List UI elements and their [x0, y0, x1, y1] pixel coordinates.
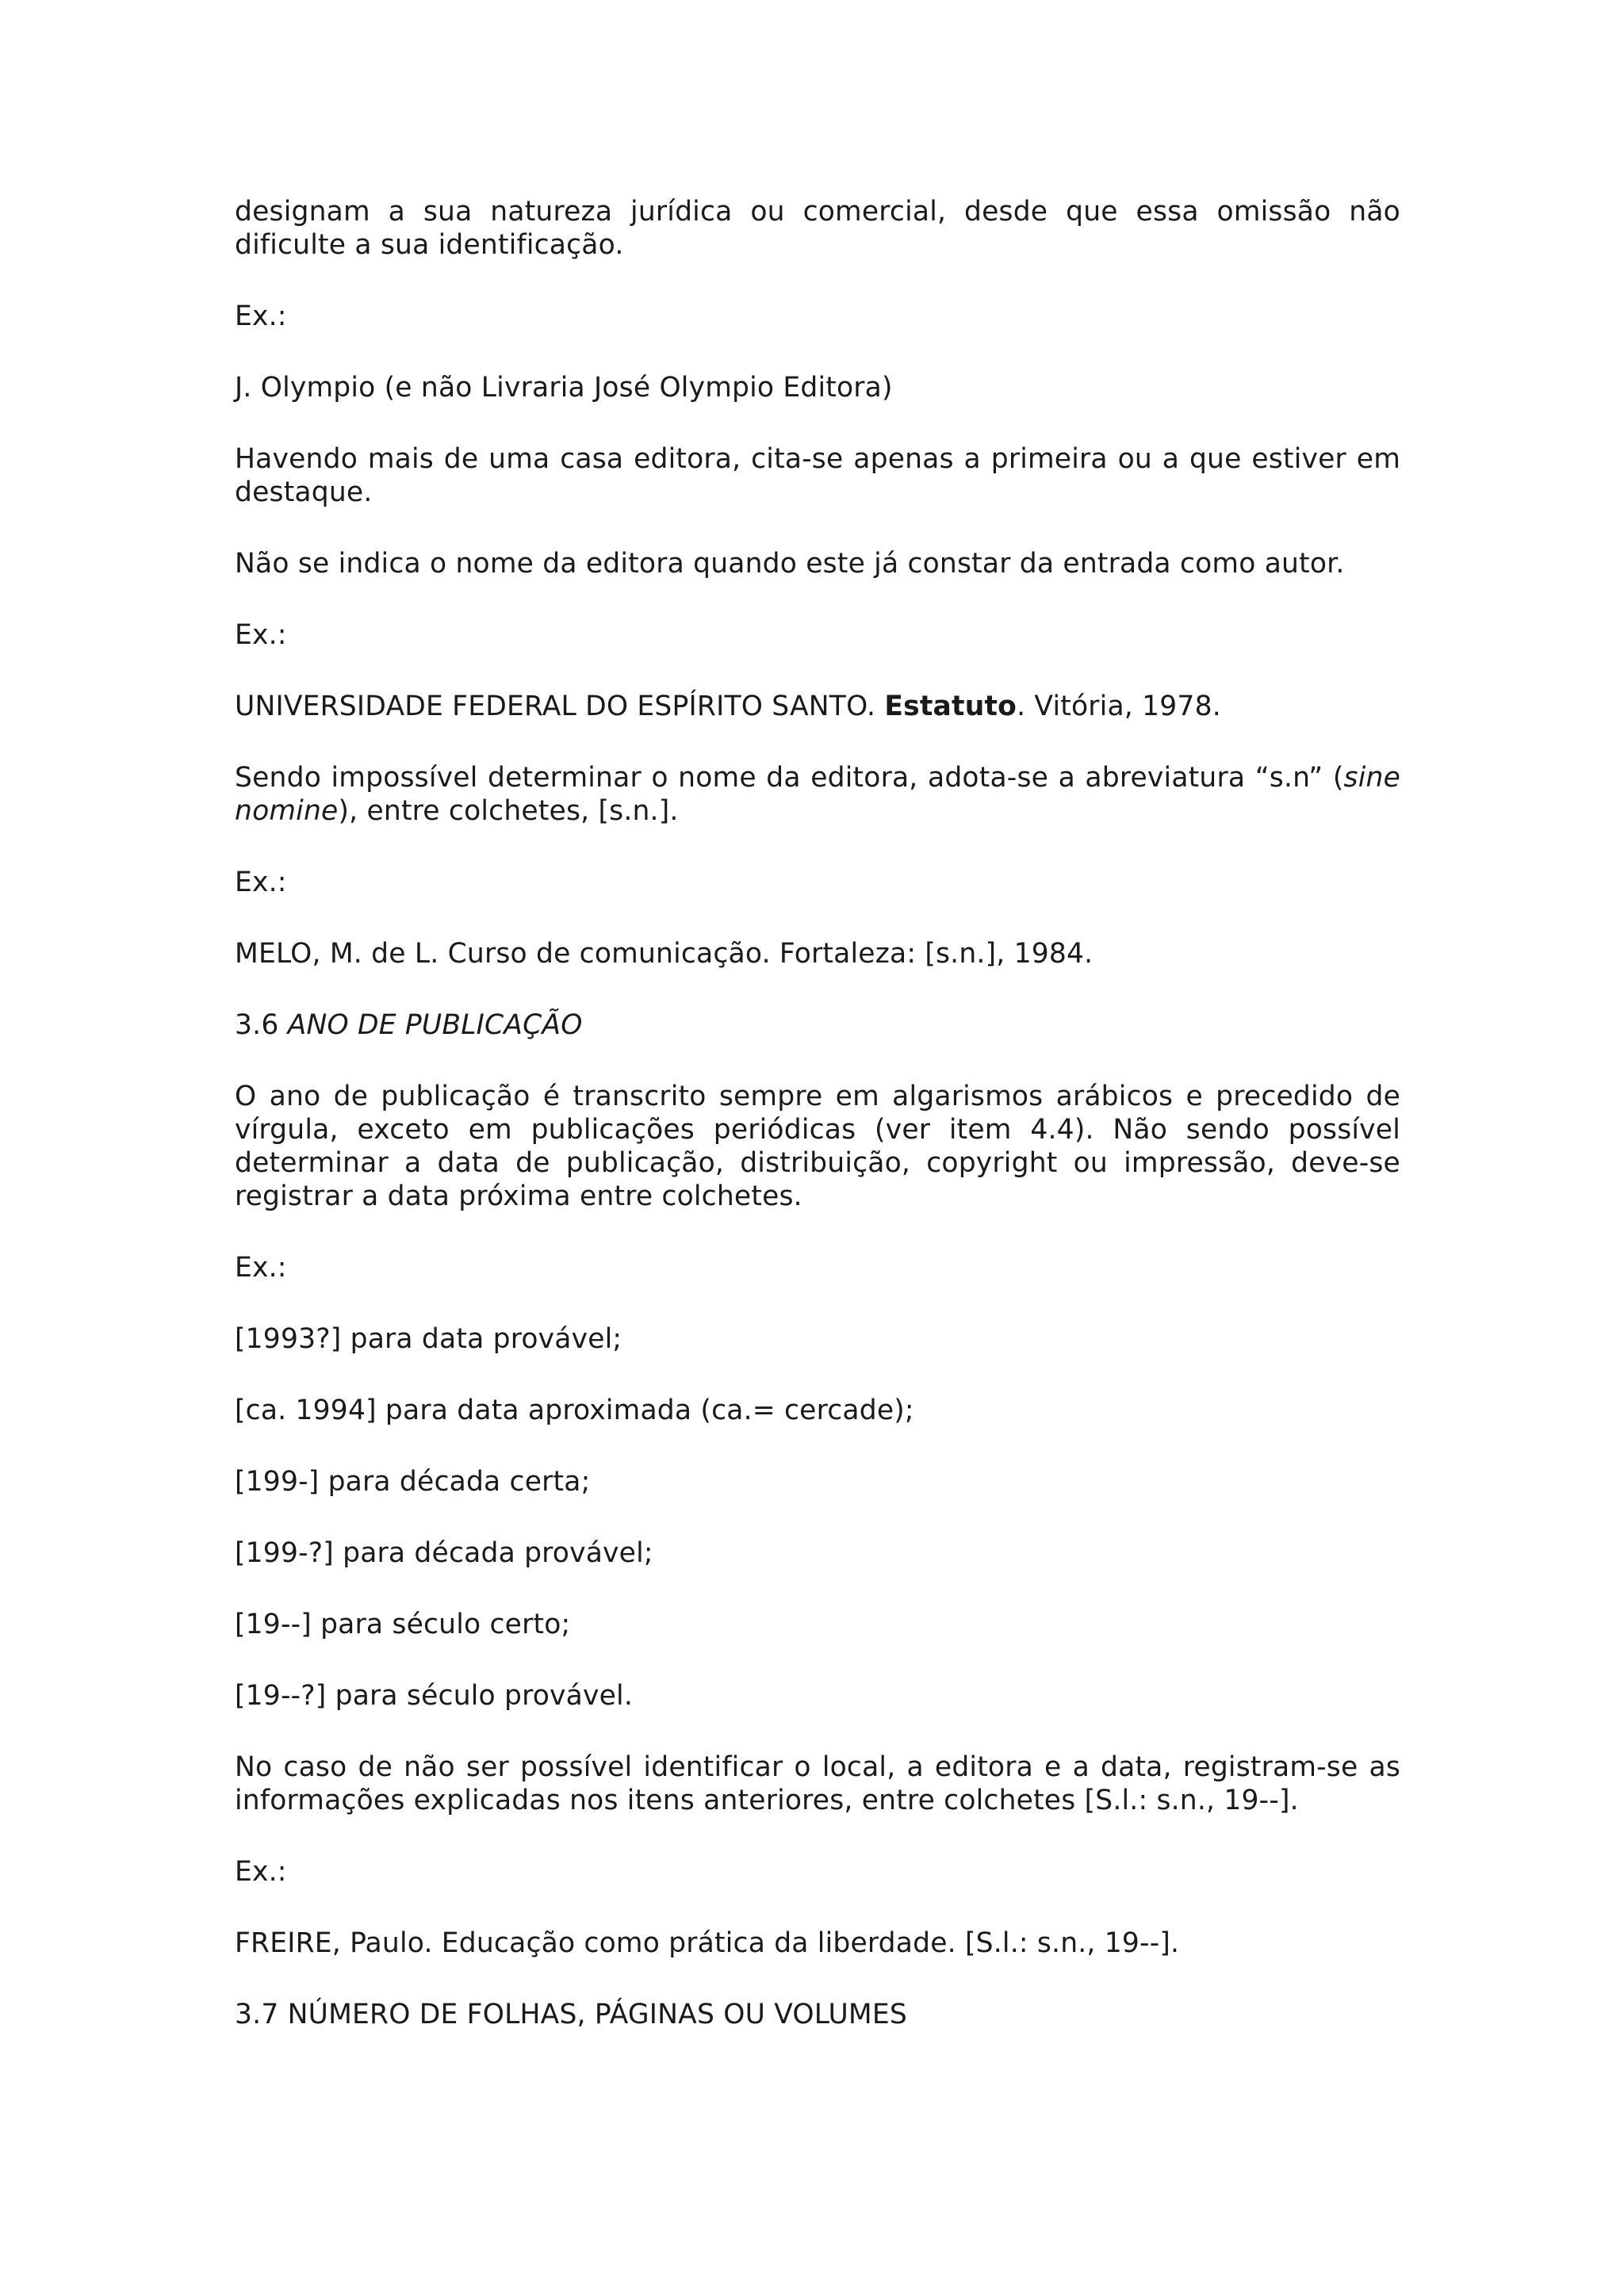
example-label: Ex.:: [235, 1856, 287, 1888]
section-number: 3.6: [235, 1009, 288, 1041]
sine-nomine-prefix: Sendo impossível determinar o nome da editora, adota-se a abreviatura “s.n” (: [235, 762, 1344, 794]
date-example-item: [19--?] para século provável.: [235, 1680, 634, 1712]
example-university-prefix: UNIVERSIDADE FEDERAL DO ESPÍRITO SANTO.: [235, 691, 885, 722]
paragraph-publication-year: O ano de publicação é transcrito sempre em algarismos arábicos e precedido de vírgula, exceto em publicações periódicas (ver item 4.4). Não sendo possível determinar a data de publicação, distribuição, copyright ou impressão, deve-se registrar a data próxima entre colchetes.: [235, 1081, 1400, 1212]
section-heading-3-6: [235, 1008, 1400, 1042]
example-label: Ex.:: [235, 619, 287, 651]
paragraph-publisher-as-author: Não se indica o nome da editora quando este já constar da entrada como autor.: [235, 548, 1345, 580]
example-university: [235, 690, 1400, 723]
example-melo: MELO, M. de L. Curso de comunicação. Fortaleza: [s.n.], 1984.: [235, 938, 1094, 970]
sine-nomine-suffix: ), entre colchetes, [s.n.].: [338, 795, 679, 827]
example-label: Ex.:: [235, 300, 287, 332]
example-label: Ex.:: [235, 867, 287, 898]
sine-nomine-term: sine nomine: [235, 762, 1400, 827]
example-university-title: Estatuto: [884, 691, 1017, 722]
date-example-item: [19--] para século certo;: [235, 1609, 571, 1640]
date-example-item: [199-?] para década provável;: [235, 1537, 653, 1569]
example-university-suffix: . Vitória, 1978.: [1017, 691, 1221, 722]
paragraph-multiple-publishers: Havendo mais de uma casa editora, cita-se apenas a primeira ou a que estiver em destaque.: [235, 443, 1400, 508]
example-freire: FREIRE, Paulo. Educação como prática da liberdade. [S.l.: s.n., 19--].: [235, 1927, 1180, 1959]
date-example-item: [ca. 1994] para data aproximada (ca.= cercade);: [235, 1395, 914, 1426]
section-title: ANO DE PUBLICAÇÃO: [287, 1009, 583, 1041]
paragraph-unknown-all: No caso de não ser possível identificar o local, a editora e a data, registram-se as informações explicadas nos itens anteriores, entre colchetes [S.l.: s.n., 19--].: [235, 1751, 1400, 1816]
date-example-item: [1993?] para data provável;: [235, 1323, 622, 1355]
example-label: Ex.:: [235, 1252, 287, 1284]
date-example-item: [199-] para década certa;: [235, 1466, 591, 1498]
document-page: [235, 195, 1400, 2069]
example-publisher: J. Olympio (e não Livraria José Olympio Editora): [235, 372, 893, 404]
section-heading-3-7: 3.7 NÚMERO DE FOLHAS, PÁGINAS OU VOLUMES: [235, 1999, 907, 2030]
paragraph-sine-nomine: [235, 761, 1400, 828]
paragraph-publisher-name: designam a sua natureza jurídica ou comercial, desde que essa omissão não dificulte a sua identificação.: [235, 196, 1400, 261]
